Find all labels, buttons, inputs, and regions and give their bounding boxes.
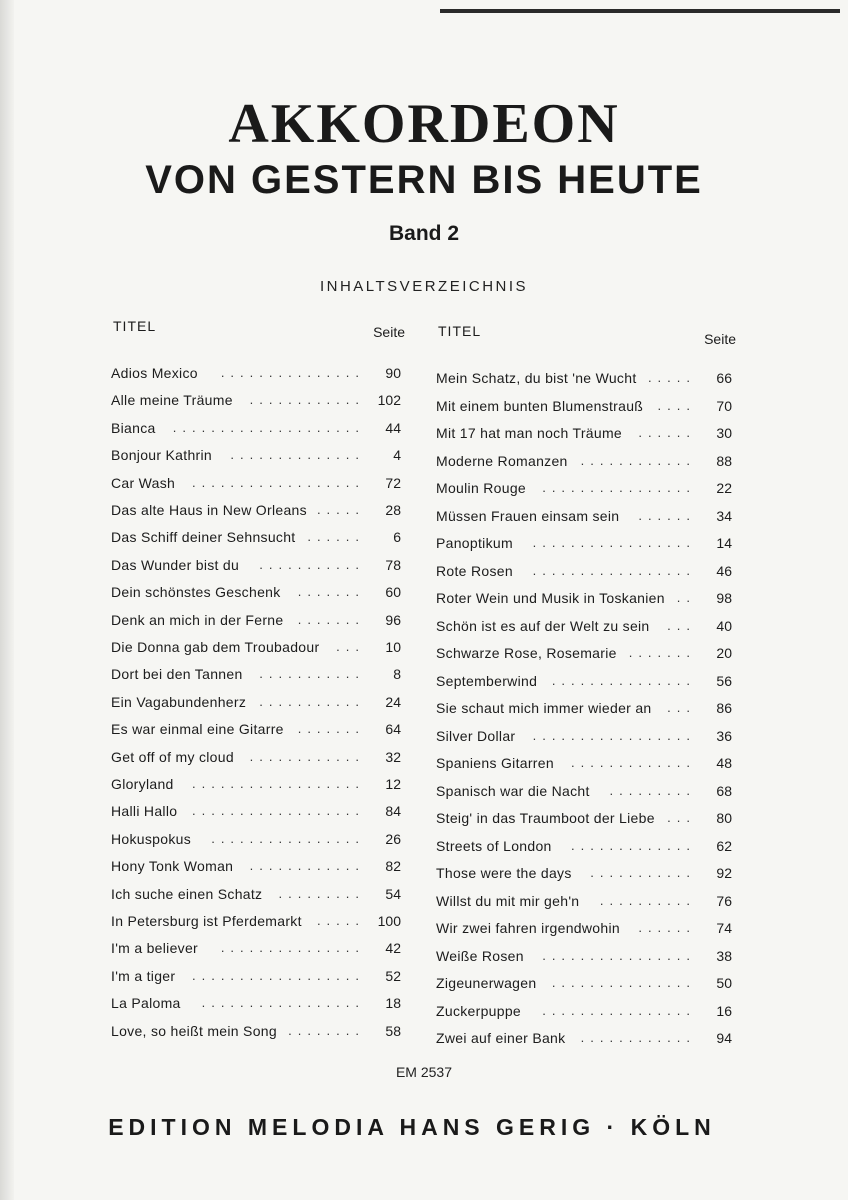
toc-entry	[103, 800, 403, 822]
volume-label: Band 2	[388, 222, 459, 245]
toc-entry-title: Zigeunerwagen	[436, 975, 537, 991]
toc-entry-title: Schwarze Rose, Rosemarie	[436, 645, 617, 661]
toc-entry-title: Those were the days	[436, 865, 572, 881]
leader-dots: ................	[542, 947, 696, 963]
leader-dots: ...	[336, 639, 365, 654]
toc-entry-title: Silver Dollar	[436, 727, 516, 744]
toc-entry-page: 56	[716, 672, 732, 689]
toc-entry	[103, 746, 403, 768]
leader-dots: ..	[676, 590, 696, 605]
toc-entry-title: Dort bei den Tannen	[111, 666, 243, 683]
toc-entry-page: 78	[385, 556, 401, 573]
toc-entry-page: 46	[716, 562, 732, 579]
toc-entry-title: Sie schaut mich immer wieder an	[436, 700, 652, 716]
leader-dots: .........	[278, 885, 365, 901]
toc-entry-page: 42	[385, 940, 401, 957]
toc-entry	[428, 725, 734, 747]
leader-dots: ......	[307, 529, 365, 545]
toc-entry-title: Hokuspokus	[111, 830, 192, 847]
toc-entry-title: Septemberwind	[436, 672, 538, 689]
toc-entry-title: Moderne Romanzen	[436, 452, 568, 469]
toc-entry-page: 64	[385, 721, 401, 738]
toc-entry-page: 18	[385, 995, 401, 1012]
toc-entry	[103, 937, 403, 959]
toc-entry-title: Alle meine Träume	[111, 392, 233, 409]
toc-entry-page: 26	[385, 830, 401, 847]
toc-entry	[428, 560, 734, 582]
leader-dots: ..............	[230, 447, 365, 463]
toc-entry-page: 72	[385, 474, 401, 491]
toc-entry	[428, 807, 734, 829]
title-column-header: TITEL	[113, 318, 157, 334]
toc-entry-title: Das Wunder bist du	[111, 556, 240, 573]
leader-dots: .............	[571, 755, 696, 770]
leader-dots: ...............	[220, 365, 365, 380]
leader-dots: .................	[201, 995, 365, 1011]
toc-entry-page: 94	[716, 1030, 732, 1046]
toc-entry	[428, 945, 734, 967]
toc-entry-page: 68	[716, 782, 732, 799]
toc-entry-page: 88	[716, 452, 732, 469]
leader-dots: .......	[297, 611, 365, 627]
toc-entry-page: 20	[716, 645, 732, 661]
toc-entry-title: Weiße Rosen	[436, 947, 524, 964]
toc-entry-page: 48	[716, 755, 732, 771]
toc-entry-page: 40	[716, 617, 732, 634]
toc-entry	[428, 505, 734, 527]
toc-entry-page: 10	[385, 639, 401, 655]
toc-entry	[428, 532, 734, 554]
toc-column-right	[428, 323, 736, 1046]
toc-entry	[428, 1027, 734, 1049]
toc-entry	[428, 395, 734, 417]
page-column-header: Seite	[373, 324, 405, 340]
toc-entry-page: 14	[716, 535, 732, 551]
toc-entry	[428, 587, 734, 609]
toc-entry	[103, 609, 403, 631]
toc-entry	[428, 752, 734, 774]
toc-entry-title: Spaniens Gitarren	[436, 755, 554, 771]
toc-entry	[428, 862, 734, 884]
leader-dots: ............	[249, 392, 365, 408]
toc-entry	[428, 697, 734, 719]
toc-entry-title: Car Wash	[111, 474, 176, 491]
leader-dots: ................	[542, 1002, 696, 1018]
column-header	[103, 318, 403, 340]
toc-entry-title: Das Schiff deiner Sehnsucht	[111, 529, 296, 546]
toc-entry	[103, 362, 403, 384]
toc-entry-title: In Petersburg ist Pferdemarkt	[111, 913, 302, 929]
toc-entry-title: Steig' in das Traumboot der Liebe	[436, 810, 655, 826]
toc-entry-title: Zuckerpuppe	[436, 1002, 522, 1019]
toc-entry-page: 90	[385, 365, 401, 381]
toc-entry	[103, 691, 403, 713]
toc-entry-page: 54	[385, 885, 401, 902]
catalog-number: EM 2537	[395, 1064, 453, 1080]
leader-dots: .................	[532, 535, 696, 550]
toc-entry-title: Dein schönstes Geschenk	[111, 584, 281, 601]
toc-entry-page: 86	[716, 700, 732, 716]
toc-entry-page: 74	[716, 920, 732, 936]
leader-dots: ....	[657, 397, 696, 413]
toc-entry-page: 50	[716, 975, 732, 991]
leader-dots: ............	[580, 1030, 696, 1045]
toc-entry	[428, 450, 734, 472]
toc-entry-page: 82	[385, 858, 401, 875]
leader-dots: ...............	[220, 940, 365, 956]
page-column-header: Seite	[704, 331, 736, 347]
toc-entry	[103, 389, 403, 411]
toc-entry	[428, 422, 734, 444]
toc-entry-page: 34	[716, 507, 732, 524]
toc-entry-title: Get off of my cloud	[111, 748, 234, 765]
leader-dots: ...............	[551, 672, 696, 688]
column-header	[428, 323, 734, 345]
toc-entry-title: Willst du mit mir geh'n	[436, 892, 580, 909]
toc-entry-title: Denk an mich in der Ferne	[111, 611, 284, 628]
toc-entry-title: Halli Hallo	[111, 803, 178, 820]
toc-entry	[103, 499, 403, 521]
toc-entry	[103, 636, 403, 658]
toc-entry	[103, 855, 403, 877]
leader-dots: ...............	[551, 975, 696, 990]
toc-entry-title: Adios Mexico	[111, 365, 198, 381]
toc-entry	[103, 828, 403, 850]
toc-entry-title: Bianca	[111, 419, 156, 436]
toc-entry-title: Mein Schatz, du bist 'ne Wucht	[436, 370, 637, 386]
toc-entry	[428, 890, 734, 912]
toc-entry	[428, 917, 734, 939]
leader-dots: ...........	[259, 693, 365, 709]
toc-entry-title: Bonjour Kathrin	[111, 447, 213, 464]
page-edge-line	[440, 9, 840, 13]
toc-entry	[103, 581, 403, 603]
toc-column-left	[103, 318, 405, 1039]
toc-entry-page: 96	[385, 611, 401, 628]
toc-entry-title: Zwei auf einer Bank	[436, 1030, 566, 1046]
toc-entry	[428, 1000, 734, 1022]
leader-dots: ..................	[191, 776, 365, 791]
toc-entry-page: 76	[716, 892, 732, 909]
toc-entry-title: Roter Wein und Musik in Toskanien	[436, 590, 665, 606]
leader-dots: ...	[667, 700, 696, 715]
toc-entry-page: 98	[716, 590, 732, 606]
toc-entry	[103, 472, 403, 494]
leader-dots: ................	[211, 830, 365, 846]
toc-entry-title: Moulin Rouge	[436, 480, 526, 496]
leader-dots: ......	[638, 920, 696, 935]
toc-entry-page: 66	[716, 370, 732, 386]
toc-entry	[103, 773, 403, 795]
leader-dots: ...	[667, 810, 696, 825]
toc-entry-title: Love, so heißt mein Song	[111, 1022, 277, 1039]
leader-dots: ........	[288, 1022, 365, 1038]
leader-dots: .......	[628, 645, 696, 660]
toc-entry-page: 58	[385, 1022, 401, 1039]
toc-entry	[428, 780, 734, 802]
toc-entry	[103, 718, 403, 740]
toc-entry	[103, 883, 403, 905]
toc-entry-title: Das alte Haus in New Orleans	[111, 502, 307, 518]
leader-dots: ..................	[191, 967, 365, 983]
toc-entry-page: 60	[385, 584, 401, 601]
toc-entry-title: Mit 17 hat man noch Träume	[436, 425, 622, 441]
toc-entry-title: Schön ist es auf der Welt zu sein	[436, 617, 650, 634]
leader-dots: ...........	[590, 865, 696, 880]
toc-entry	[103, 992, 403, 1014]
leader-dots: ...........	[259, 556, 365, 572]
toc-entry-page: 84	[385, 803, 401, 820]
toc-entry	[103, 444, 403, 466]
toc-entry-title: Panoptikum	[436, 535, 513, 551]
toc-entry-page: 28	[385, 502, 401, 518]
leader-dots: .............	[571, 837, 696, 853]
publisher-line: EDITION MELODIA HANS GERIG · KÖLN	[108, 1114, 716, 1140]
toc-entry	[103, 417, 403, 439]
toc-entry-title: Ich suche einen Schatz	[111, 885, 263, 902]
toc-entry	[428, 615, 734, 637]
toc-entry-title: Ein Vagabundenherz	[111, 693, 247, 710]
leader-dots: ................	[542, 480, 696, 495]
toc-entry-page: 70	[716, 397, 732, 414]
leader-dots: ....................	[172, 419, 365, 435]
leader-dots: .......	[297, 584, 365, 600]
leader-dots: ..................	[191, 803, 365, 819]
toc-entry-page: 12	[385, 776, 401, 792]
toc-entry-page: 92	[716, 865, 732, 881]
toc-entry	[428, 367, 734, 389]
toc-entry-page: 44	[385, 419, 401, 436]
leader-dots: .....	[316, 502, 365, 517]
toc-entry-title: Müssen Frauen einsam sein	[436, 507, 620, 524]
leader-dots: .........	[609, 782, 696, 798]
toc-entry	[103, 554, 403, 576]
toc-entry-page: 100	[377, 913, 401, 929]
toc-entry	[103, 965, 403, 987]
leader-dots: ......	[638, 425, 696, 440]
toc-entry	[103, 910, 403, 932]
toc-entry-title: Gloryland	[111, 776, 174, 792]
title-column-header: TITEL	[438, 323, 482, 339]
toc-entry-title: I'm a tiger	[111, 967, 176, 984]
toc-entry-page: 80	[716, 810, 732, 826]
toc-entry-page: 102	[377, 392, 401, 409]
toc-entry-title: Es war einmal eine Gitarre	[111, 721, 284, 738]
toc-entry	[103, 663, 403, 685]
leader-dots: ............	[580, 452, 696, 468]
leader-dots: .....	[647, 370, 696, 385]
toc-entry-page: 32	[385, 748, 401, 765]
toc-entry-title: Die Donna gab dem Troubadour	[111, 639, 320, 655]
toc-entry-page: 52	[385, 967, 401, 984]
toc-entry-title: La Paloma	[111, 995, 181, 1012]
book-subtitle: VON GESTERN BIS HEUTE	[145, 158, 703, 202]
toc-entry-page: 6	[393, 529, 401, 546]
toc-entry-page: 22	[716, 480, 732, 496]
leader-dots: .....	[316, 913, 365, 928]
toc-entry-page: 62	[716, 837, 732, 854]
toc-entry-page: 16	[716, 1002, 732, 1019]
toc-heading: INHALTSVERZEICHNIS	[319, 278, 529, 295]
toc-entry-page: 4	[393, 447, 401, 464]
toc-entry	[103, 1020, 403, 1042]
toc-entry	[103, 526, 403, 548]
toc-entry	[428, 642, 734, 664]
toc-entry-title: I'm a believer	[111, 940, 199, 957]
toc-entry-title: Mit einem bunten Blumenstrauß	[436, 397, 644, 414]
leader-dots: .................	[532, 727, 696, 743]
leader-dots: ..................	[191, 474, 365, 490]
toc-entry-page: 24	[385, 693, 401, 710]
leader-dots: .................	[532, 562, 696, 578]
leader-dots: ...	[667, 617, 696, 633]
leader-dots: ..........	[599, 892, 696, 908]
toc-entry-title: Hony Tonk Woman	[111, 858, 234, 875]
leader-dots: ............	[249, 748, 365, 764]
toc-entry-page: 36	[716, 727, 732, 744]
toc-entry-title: Spanisch war die Nacht	[436, 782, 590, 799]
toc-entry	[428, 972, 734, 994]
toc-entry-page: 30	[716, 425, 732, 441]
toc-entry-title: Wir zwei fahren irgendwohin	[436, 920, 620, 936]
leader-dots: .......	[297, 721, 365, 737]
leader-dots: ............	[249, 858, 365, 874]
leader-dots: ......	[638, 507, 696, 523]
toc-entry-page: 38	[716, 947, 732, 964]
toc-entry	[428, 670, 734, 692]
toc-entry-title: Rote Rosen	[436, 562, 513, 579]
book-title: AKKORDEON	[228, 93, 620, 155]
leader-dots: ...........	[259, 666, 365, 682]
toc-entry	[428, 477, 734, 499]
toc-entry	[428, 835, 734, 857]
toc-entry-title: Streets of London	[436, 837, 552, 854]
toc-entry-page: 8	[393, 666, 401, 683]
